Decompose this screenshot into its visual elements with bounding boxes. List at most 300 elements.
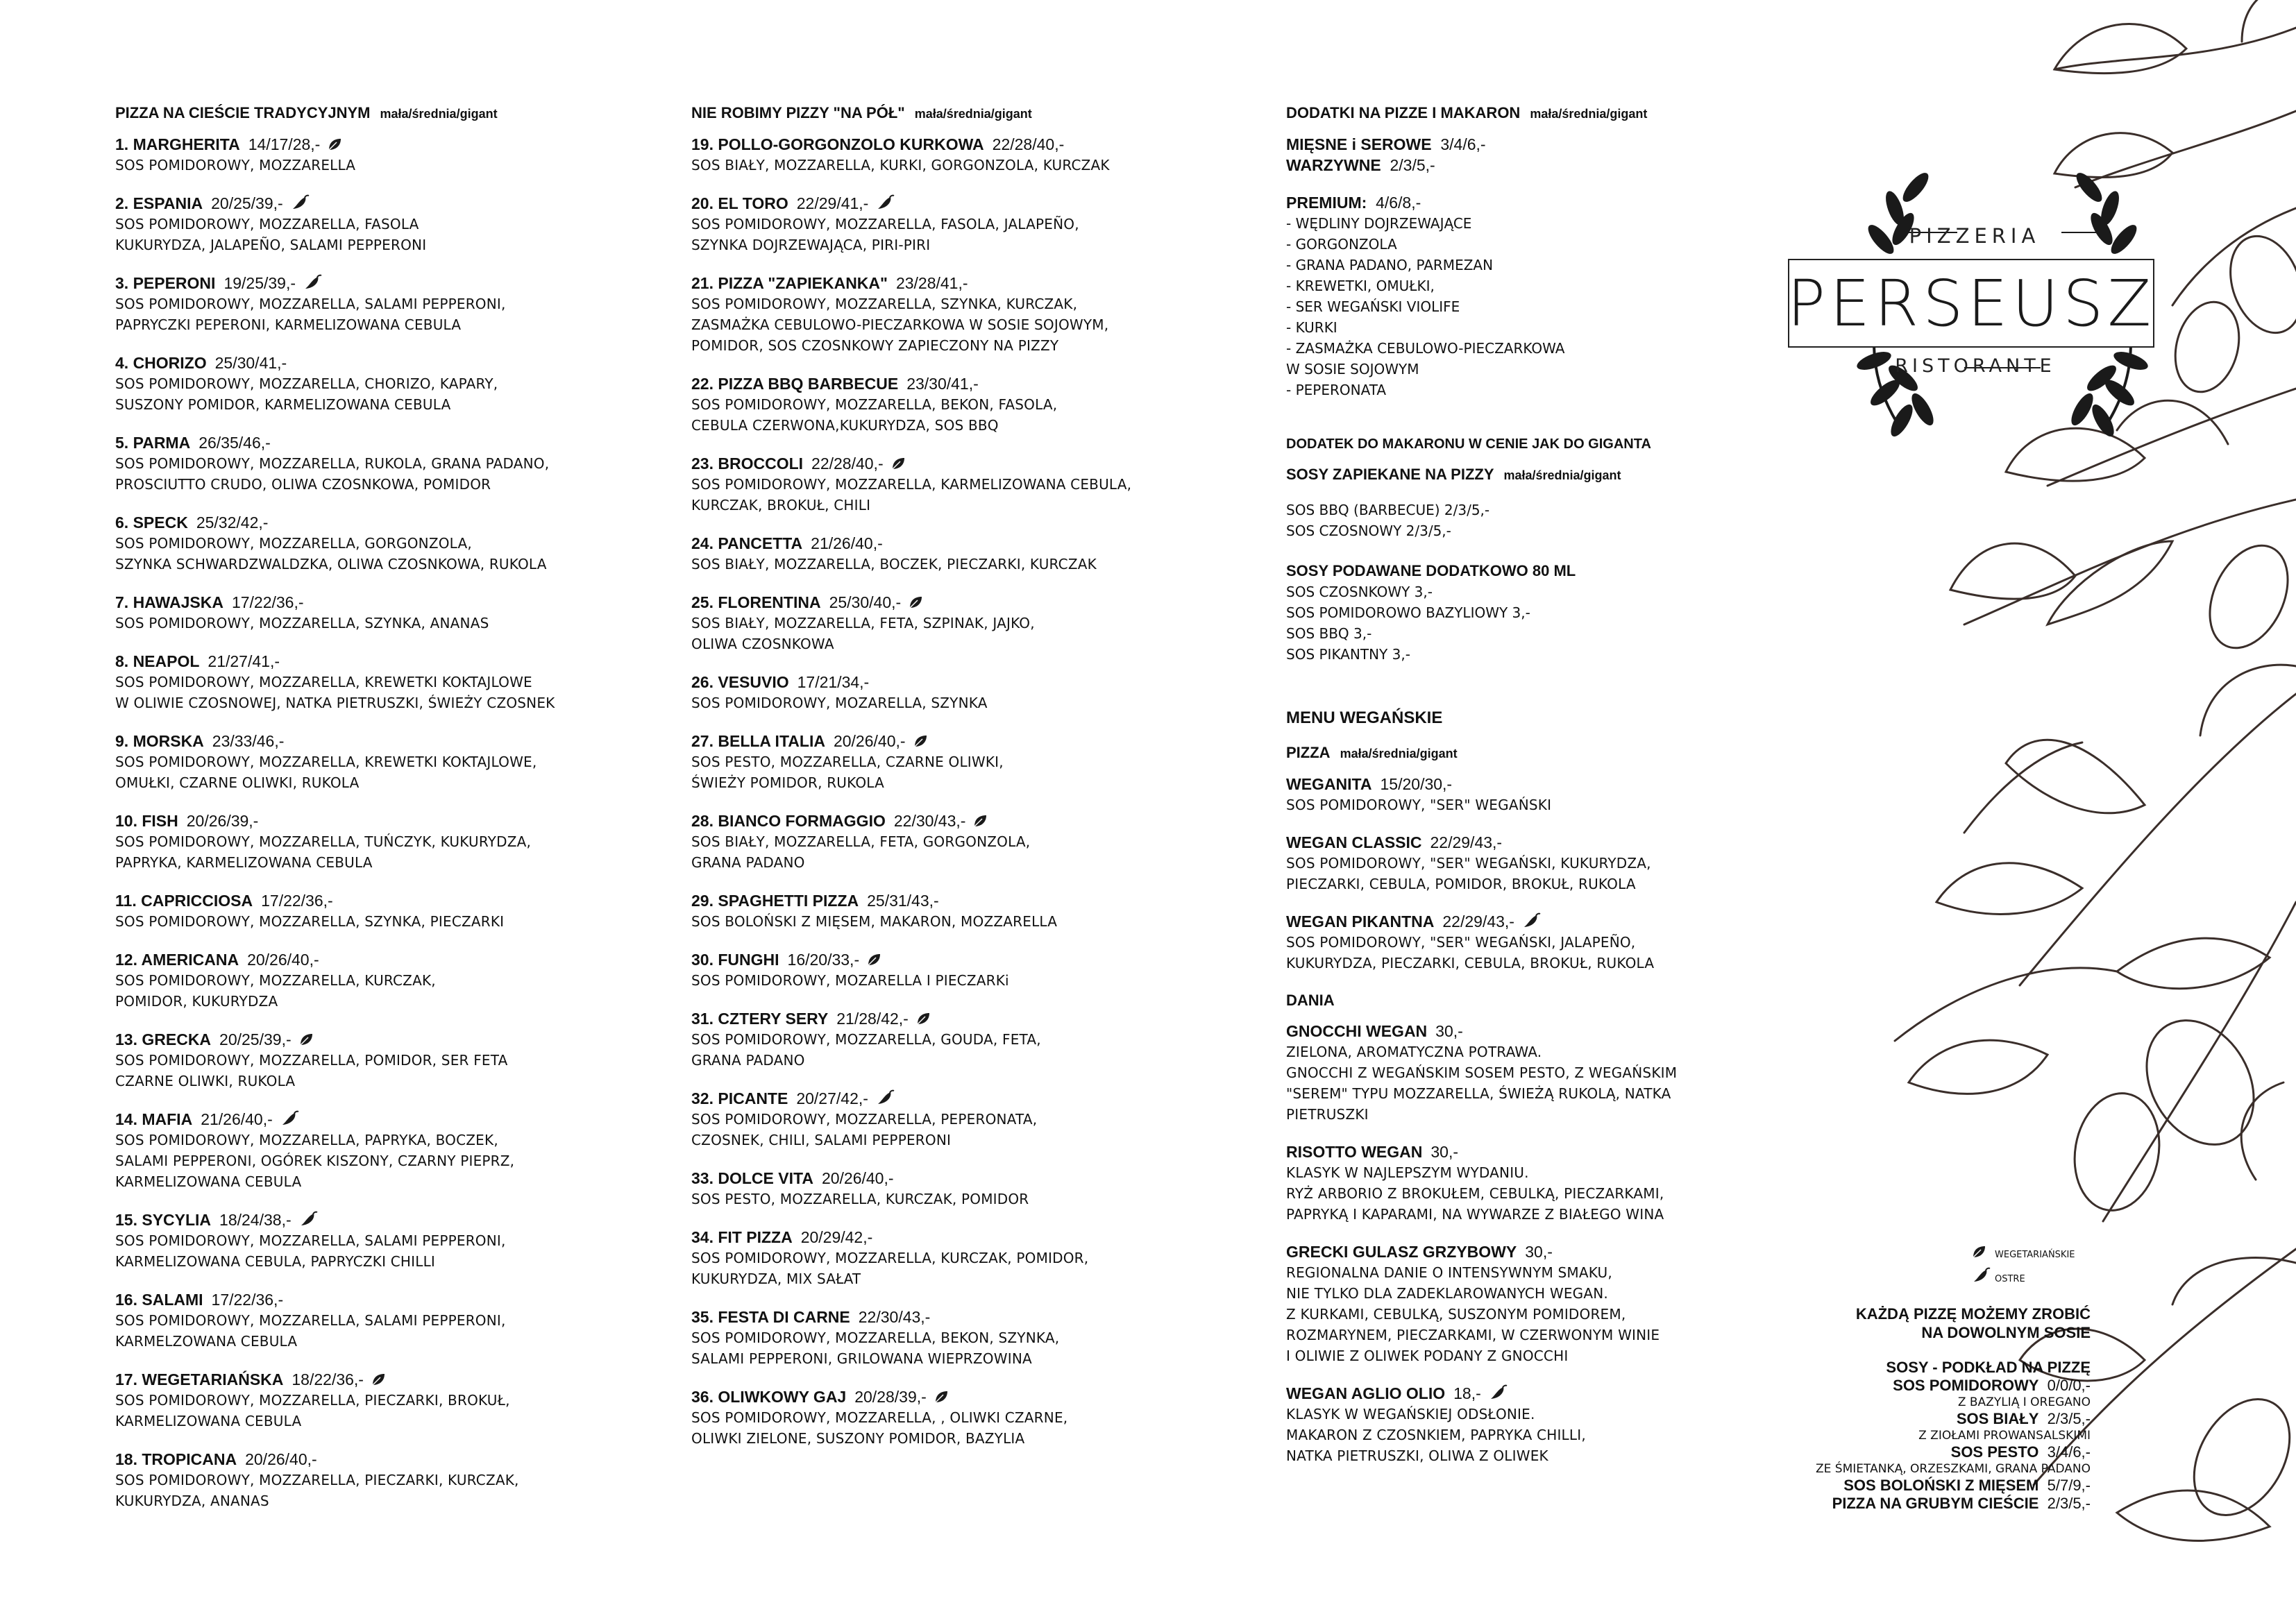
- menu-item: [115, 1289, 594, 1352]
- item-price: 22/29/43,-: [1442, 912, 1514, 931]
- item-head: [691, 949, 1170, 970]
- item-head: [115, 193, 594, 214]
- item-price: 30,-: [1430, 1143, 1458, 1161]
- item-head: [115, 890, 594, 911]
- sauce-base-box: [1721, 1305, 2091, 1513]
- item-description: KUKURYDZA, ANANAS: [115, 1493, 269, 1509]
- item-description: SOS POMIDOROWY, MOZZARELLA, SALAMI PEPPERONI,: [115, 296, 506, 312]
- item-head: [115, 352, 594, 373]
- item-price: 20/28/39,-: [854, 1388, 927, 1406]
- item-head: [691, 453, 1170, 474]
- item-description: SOS POMIDOROWY, MOZZARELLA, BEKON, FASOLA,: [691, 396, 1058, 413]
- item-head: [691, 134, 1170, 155]
- item-price: 17/22/36,-: [261, 892, 333, 910]
- item-head: [691, 273, 1170, 294]
- item-price: 20/25/39,-: [219, 1030, 292, 1048]
- logo-pizzeria: PIZZERIA: [1909, 224, 2041, 248]
- section-title-baked-sauces: SOSY ZAPIEKANE NA PIZZY mała/średnia/gigant: [1286, 466, 1621, 483]
- item-price: 20/26/40,-: [833, 732, 906, 750]
- item-price: 15/20/30,-: [1380, 775, 1453, 793]
- item-head: [115, 651, 594, 672]
- item-description: Z KURKAMI, CEBULKĄ, SUSZONYM POMIDOREM,: [1286, 1306, 1626, 1323]
- sauce-name: PIZZA NA GRUBYM CIEŚCIE: [1832, 1495, 2039, 1512]
- baked-sauce-list: [1286, 500, 1744, 541]
- item-head: [115, 731, 594, 751]
- item-head: [691, 672, 1170, 692]
- section-title-vegan: MENU WEGAŃSKIE: [1286, 708, 1443, 727]
- item-description: CEBULA CZERWONA,KUKURYDZA, SOS BBQ: [691, 417, 999, 434]
- menu-item: [115, 432, 594, 495]
- item-name: 26. VESUVIO: [691, 673, 789, 691]
- sauce-price: 0/0/0,-: [2047, 1377, 2091, 1394]
- list-line: SOS CZOSNOWY 2/3/5,-: [1286, 522, 1451, 539]
- item-head: [115, 134, 594, 155]
- item-description: KUKURYDZA, PIECZARKI, CEBULA, BROKUŁ, RUKOLA: [1286, 955, 1655, 971]
- menu-item: [115, 512, 594, 575]
- item-description: MAKARON Z CZOSNKIEM, PAPRYKA CHILLI,: [1286, 1427, 1586, 1443]
- item-name: 13. GRECKA: [115, 1030, 212, 1048]
- list-line: SOS BBQ 3,-: [1286, 625, 1372, 642]
- item-description: SOS POMIDOROWY, MOZZARELLA, KREWETKI KOKTAJLOWE,: [115, 754, 537, 770]
- item-name: WEGAN AGLIO OLIO: [1286, 1384, 1446, 1402]
- chili-icon: [303, 274, 322, 291]
- item-head: [691, 1008, 1170, 1029]
- item-price: 21/28/42,-: [836, 1010, 909, 1028]
- item-head: [115, 1029, 594, 1050]
- item-description: SOS POMIDOROWY, MOZZARELLA, CHORIZO, KAPARY,: [115, 375, 498, 392]
- section-title: PIZZA NA CIEŚCIE TRADYCYJNYM mała/średnia/gigant: [115, 104, 498, 121]
- list-line: SOS POMIDOROWO BAZYLIOWY 3,-: [1286, 604, 1530, 621]
- item-name: 22. PIZZA BBQ BARBECUE: [691, 375, 899, 393]
- section-title-vegan-pizza: PIZZA mała/średnia/gigant: [1286, 744, 1458, 761]
- menu-column-traditional: [115, 103, 594, 1529]
- list-line: - PEPERONATA: [1286, 382, 1387, 398]
- item-name: 36. OLIWKOWY GAJ: [691, 1388, 847, 1406]
- item-head: [115, 1449, 594, 1470]
- item-name: 33. DOLCE VITA: [691, 1169, 813, 1187]
- item-name: 12. AMERICANA: [115, 951, 239, 969]
- menu-item: [691, 810, 1170, 873]
- menu-item: [691, 1386, 1170, 1449]
- vegan-dishes-list: [1286, 1021, 1744, 1466]
- item-name: WEGANITA: [1286, 775, 1372, 793]
- menu-item: [115, 193, 594, 255]
- item-price: 18/24/38,-: [219, 1211, 292, 1229]
- item-name: 29. SPAGHETTI PIZZA: [691, 892, 859, 910]
- item-description: SOS POMIDOROWY, MOZZARELLA, RUKOLA, GRANA PADANO,: [115, 455, 550, 472]
- menu-item: [1286, 774, 1744, 815]
- chili-icon: [1521, 912, 1541, 929]
- chili-icon: [1971, 1267, 1991, 1284]
- item-head: [115, 432, 594, 453]
- item-description: SOS POMIDOROWY, MOZZARELLA, SALAMI PEPPERONI,: [115, 1312, 506, 1329]
- item-head: [115, 1369, 594, 1390]
- item-price: 20/25/39,-: [211, 194, 283, 212]
- item-name: WEGAN CLASSIC: [1286, 833, 1422, 851]
- item-name: 3. PEPERONI: [115, 274, 216, 292]
- item-description: SOS BIAŁY, MOZZARELLA, BOCZEK, PIECZARKI, KURCZAK: [691, 556, 1097, 572]
- item-description: SOS PESTO, MOZZARELLA, CZARNE OLIWKI,: [691, 754, 1004, 770]
- item-description: SALAMI PEPPERONI, OGÓREK KISZONY, CZARNY PIEPRZ,: [115, 1153, 515, 1169]
- item-name: 34. FIT PIZZA: [691, 1228, 793, 1246]
- item-price: 20/26/40,-: [821, 1169, 894, 1187]
- sauce-note: Z BAZYLIĄ I OREGANO: [1957, 1395, 2091, 1409]
- item-name: 35. FESTA DI CARNE: [691, 1308, 850, 1326]
- list-line: - WĘDLINY DOJRZEWAJĄCE: [1286, 215, 1472, 232]
- premium-list: [1286, 213, 1744, 400]
- item-name: 8. NEAPOL: [115, 652, 200, 670]
- item-price: 25/32/42,-: [196, 513, 269, 532]
- item-description: W OLIWIE CZOSNOWEJ, NATKA PIETRUSZKI, ŚWIEŻY CZOSNEK: [115, 695, 555, 711]
- item-price: 25/30/40,-: [829, 593, 902, 611]
- item-list: [115, 134, 594, 1511]
- item-description: GNOCCHI Z WEGAŃSKIM SOSEM PESTO, Z WEGAŃSKIM: [1286, 1064, 1678, 1081]
- item-description: SOS POMIDOROWY, MOZZARELLA, GORGONZOLA,: [115, 535, 472, 552]
- item-head: [691, 592, 1170, 613]
- item-price: 18,-: [1453, 1384, 1481, 1402]
- menu-item: [115, 949, 594, 1012]
- sauce-note: ZE ŚMIETANKĄ, ORZESZKAMI, GRANA PADANO: [1816, 1462, 2091, 1476]
- item-description: SOS POMIDOROWY, MOZZARELLA, SZYNKA, PIECZARKI: [115, 913, 505, 930]
- item-description: KARMELIZOWANA CEBULA: [115, 1173, 302, 1190]
- item-head: [691, 373, 1170, 394]
- item-description: PAPRYKA, KARMELIZOWANA CEBULA: [115, 854, 373, 871]
- list-line: SOS PIKANTNY 3,-: [1286, 646, 1410, 663]
- item-name: 21. PIZZA "ZAPIEKANKA": [691, 274, 888, 292]
- chili-icon: [875, 194, 895, 211]
- chili-icon: [290, 194, 310, 211]
- item-description: SZYNKA DOJRZEWAJĄCA, PIRI-PIRI: [691, 237, 931, 253]
- item-head: [691, 533, 1170, 554]
- item-price: 20/27/42,-: [796, 1089, 868, 1107]
- list-line: W SOSIE SOJOWYM: [1286, 361, 1419, 377]
- item-price: 18/22/36,-: [292, 1370, 364, 1388]
- item-price: 22/30/43,-: [893, 812, 966, 830]
- item-description: OMUŁKI, CZARNE OLIWKI, RUKOLA: [115, 774, 360, 791]
- item-description: PAPRYCZKI PEPERONI, KARMELIZOWANA CEBULA: [115, 316, 462, 333]
- item-description: SOS BIAŁY, MOZZARELLA, KURKI, GORGONZOLA, KURCZAK: [691, 157, 1110, 173]
- item-description: NIE TYLKO DLA ZADEKLAROWANYCH WEGAN.: [1286, 1285, 1608, 1302]
- item-price: 30,-: [1525, 1243, 1553, 1261]
- item-description: SOS POMIDOROWY, "SER" WEGAŃSKI, JALAPEÑO,: [1286, 934, 1636, 951]
- item-price: 17/21/34,-: [797, 673, 870, 691]
- item-description: SOS POMIDOROWY, MOZARELLA I PIECZARKi: [691, 972, 1009, 989]
- menu-item: [115, 352, 594, 415]
- item-price: 26/35/46,-: [199, 434, 271, 452]
- menu-item: [691, 949, 1170, 991]
- pasta-addon-note: DODATEK DO MAKARONU W CENIE JAK DO GIGANTA: [1286, 436, 1651, 452]
- item-description: RYŻ ARBORIO Z BROKUŁEM, CEBULKĄ, PIECZARKAMI,: [1286, 1185, 1664, 1202]
- chili-icon: [280, 1110, 299, 1127]
- item-head: [691, 193, 1170, 214]
- sauce-headline-1: KAŻDĄ PIZZĘ MOŻEMY ZROBIĆ: [1855, 1305, 2091, 1323]
- menu-item: [691, 1088, 1170, 1150]
- item-description: SOS POMIDOROWY, MOZZARELLA, KREWETKI KOKTAJLOWE: [115, 674, 532, 690]
- menu-item: [691, 193, 1170, 255]
- extra-sauce-list: [1286, 581, 1744, 665]
- item-description: I OLIWIE Z OLIWEK PODANY Z GNOCCHI: [1286, 1348, 1569, 1364]
- item-description: ROZMARYNEM, PIECZARKAMI, W CZERWONYM WINIE: [1286, 1327, 1660, 1343]
- item-description: SOS POMIDOROWY, MOZZARELLA, GOUDA, FETA,: [691, 1031, 1041, 1048]
- item-price: 16/20/33,-: [787, 951, 860, 969]
- item-head: [691, 1307, 1170, 1327]
- item-description: SOS POMIDOROWY, "SER" WEGAŃSKI, KUKURYDZA,: [1286, 855, 1651, 872]
- leaf-icon: [371, 1372, 386, 1387]
- item-head: [1286, 774, 1744, 794]
- item-price: 25/30/41,-: [214, 354, 287, 372]
- menu-item: [115, 1449, 594, 1511]
- menu-item: [115, 134, 594, 176]
- item-description: "SEREM" TYPU MOZZARELLA, ŚWIEŻĄ RUKOLĄ, NATKA: [1286, 1085, 1671, 1102]
- sauce-base-item: [1721, 1477, 2091, 1495]
- menu-item: [115, 731, 594, 793]
- chili-icon: [1488, 1384, 1508, 1401]
- leaf-icon: [327, 137, 342, 152]
- menu-item: [1286, 832, 1744, 894]
- item-description: SOS POMIDOROWY, MOZZARELLA, POMIDOR, SER FETA: [115, 1052, 508, 1069]
- item-name: 19. POLLO-GORGONZOLO KURKOWA: [691, 135, 984, 153]
- menu-item: [115, 273, 594, 335]
- item-description: GRANA PADANO: [691, 854, 805, 871]
- sauce-price: 5/7/9,-: [2047, 1477, 2091, 1494]
- item-description: KARMELIZOWANA CEBULA: [115, 1413, 302, 1429]
- item-name: GNOCCHI WEGAN: [1286, 1022, 1428, 1040]
- menu-item: [1286, 1241, 1744, 1366]
- list-line: - GORGONZOLA: [1286, 236, 1397, 253]
- item-price: 22/30/43,-: [858, 1308, 931, 1326]
- item-description: PROSCIUTTO CRUDO, OLIWA CZOSNKOWA, POMIDOR: [115, 476, 491, 493]
- item-description: KLASYK W NAJLEPSZYM WYDANIU.: [1286, 1164, 1529, 1181]
- item-description: ZASMAŻKA CEBULOWO-PIECZARKOWA W SOSIE SOJOWYM,: [691, 316, 1109, 333]
- item-name: 2. ESPANIA: [115, 194, 203, 212]
- item-price: 19/25/39,-: [223, 274, 296, 292]
- leaf-icon: [298, 1032, 314, 1047]
- sauce-name: SOS PESTO: [1950, 1443, 2039, 1461]
- item-description: SOS POMIDOROWY, MOZZARELLA, FASOLA, JALAPEÑO,: [691, 216, 1079, 232]
- logo-main: PERSEUSZ: [1788, 259, 2154, 348]
- item-price: 23/30/41,-: [906, 375, 979, 393]
- list-line: SOS BBQ (BARBECUE) 2/3/5,-: [1286, 502, 1490, 518]
- item-description: KARMELZOWANA CEBULA: [115, 1333, 298, 1350]
- item-description: SOS POMIDOROWY, MOZZARELLA, , OLIWKI CZARNE,: [691, 1409, 1068, 1426]
- menu-item: [691, 592, 1170, 654]
- item-price: 20/26/39,-: [186, 812, 259, 830]
- item-description: KUKURYDZA, JALAPEÑO, SALAMI PEPPERONI: [115, 237, 427, 253]
- item-price: 17/22/36,-: [231, 593, 304, 611]
- item-price: 14/17/28,-: [248, 135, 321, 153]
- item-name: 6. SPECK: [115, 513, 188, 532]
- item-description: POMIDOR, SOS CZOSNKOWY ZAPIECZONY NA PIZZY: [691, 337, 1059, 354]
- item-description: ŚWIEŻY POMIDOR, RUKOLA: [691, 774, 884, 791]
- menu-item: [691, 890, 1170, 932]
- item-price: 22/29/43,-: [1430, 833, 1503, 851]
- menu-item: [115, 651, 594, 713]
- item-price: 17/22/36,-: [211, 1291, 284, 1309]
- extra-meat-cheese: MIĘSNE i SEROWE 3/4/6,-: [1286, 135, 1486, 153]
- item-name: 16. SALAMI: [115, 1291, 203, 1309]
- menu-item: [691, 1307, 1170, 1369]
- item-head: [115, 1209, 594, 1230]
- item-description: SOS POMIDOROWY, "SER" WEGAŃSKI: [1286, 797, 1552, 813]
- item-price: 20/26/40,-: [245, 1450, 317, 1468]
- sauce-name: SOS POMIDOROWY: [1893, 1377, 2039, 1394]
- item-description: SOS POMIDOROWY, MOZZARELLA, KURCZAK, POMIDOR,: [691, 1250, 1089, 1266]
- item-name: 15. SYCYLIA: [115, 1211, 212, 1229]
- item-head: [691, 1168, 1170, 1189]
- menu-item: [1286, 911, 1744, 974]
- menu-item: [1286, 1021, 1744, 1125]
- item-name: 32. PICANTE: [691, 1089, 788, 1107]
- item-description: SOS POMIDOROWY, MOZZARELLA, KURCZAK,: [115, 972, 436, 989]
- item-head: [691, 810, 1170, 831]
- sauce-base-list: [1721, 1377, 2091, 1513]
- legend-hot: OSTRE: [1971, 1267, 2110, 1291]
- menu-item: [691, 672, 1170, 713]
- item-price: 22/28/40,-: [992, 135, 1065, 153]
- leaf-icon: [915, 1011, 931, 1026]
- item-price: 20/29/42,-: [800, 1228, 873, 1246]
- item-description: KARMELIZOWANA CEBULA, PAPRYCZKI CHILLI: [115, 1253, 436, 1270]
- menu-column-extras: [1286, 103, 1744, 1483]
- item-head: [115, 1109, 594, 1130]
- leaf-icon: [866, 952, 881, 967]
- menu-item: [691, 373, 1170, 436]
- item-name: 17. WEGETARIAŃSKA: [115, 1370, 284, 1388]
- item-head: [1286, 1141, 1744, 1162]
- sauce-base-item: [1721, 1410, 2091, 1428]
- sauce-price: 2/3/5,-: [2047, 1410, 2091, 1427]
- legend: [1971, 1243, 2110, 1291]
- leaf-icon: [913, 733, 928, 749]
- menu-item: [115, 1109, 594, 1192]
- item-head: [115, 810, 594, 831]
- item-description: SOS POMIDOROWY, MOZARELLA, SZYNKA: [691, 695, 988, 711]
- menu-item: [691, 134, 1170, 176]
- item-price: 21/26/40,-: [201, 1110, 273, 1128]
- item-description: OLIWA CZOSNKOWA: [691, 636, 834, 652]
- item-description: REGIONALNA DANIE O INTENSYWNYM SMAKU,: [1286, 1264, 1612, 1281]
- extra-premium: PREMIUM: 4/6/8,-: [1286, 194, 1421, 212]
- item-description: KURCZAK, BROKUŁ, CHILI: [691, 497, 871, 513]
- item-name: 11. CAPRICCIOSA: [115, 892, 253, 910]
- item-price: 23/28/41,-: [895, 274, 968, 292]
- leaf-icon: [908, 595, 923, 610]
- item-description: ZIELONA, AROMATYCZNA POTRAWA.: [1286, 1044, 1542, 1060]
- list-line: - KURKI: [1286, 319, 1337, 336]
- item-description: SALAMI PEPPERONI, GRILOWANA WIEPRZOWINA: [691, 1350, 1032, 1367]
- sauce-base-title: SOSY - PODKŁAD NA PIZZĘ: [1886, 1359, 2091, 1376]
- logo-ristorante: RISTORANTE: [1895, 355, 2056, 377]
- menu-item: [115, 810, 594, 873]
- item-name: 28. BIANCO FORMAGGIO: [691, 812, 886, 830]
- sauce-price: 2/3/5,-: [2047, 1495, 2091, 1512]
- item-description: KLASYK W WEGAŃSKIEJ ODSŁONIE.: [1286, 1406, 1535, 1422]
- list-line: - SER WEGAŃSKI VIOLIFE: [1286, 298, 1460, 315]
- item-description: SOS POMIDOROWY, MOZZARELLA, SZYNKA, ANANAS: [115, 615, 489, 631]
- item-head: [691, 731, 1170, 751]
- menu-item: [115, 890, 594, 932]
- item-description: SOS BIAŁY, MOZZARELLA, FETA, SZPINAK, JAJKO,: [691, 615, 1035, 631]
- item-head: [115, 949, 594, 970]
- item-description: KUKURYDZA, MIX SAŁAT: [691, 1271, 861, 1287]
- sauce-price: 3/4/6,-: [2047, 1443, 2091, 1461]
- item-description: SOS POMIDOROWY, MOZZARELLA, BEKON, SZYNKA,: [691, 1329, 1060, 1346]
- item-head: [1286, 1021, 1744, 1042]
- sauce-note: Z ZIOŁAMI PROWANSALSKIMI: [1918, 1429, 2091, 1443]
- item-name: 7. HAWAJSKA: [115, 593, 223, 611]
- sauce-name: SOS BOLOŃSKI Z MIĘSEM: [1843, 1477, 2039, 1494]
- item-head: [691, 1386, 1170, 1407]
- item-head: [691, 1088, 1170, 1109]
- list-line: - KREWETKI, OMUŁKI,: [1286, 278, 1435, 294]
- leaf-icon: [934, 1389, 949, 1404]
- menu-item: [1286, 1383, 1744, 1466]
- menu-item: [691, 731, 1170, 793]
- section-title-dodatki: DODATKI NA PIZZE I MAKARON mała/średnia/gigant: [1286, 104, 1648, 121]
- menu-item: [115, 1029, 594, 1091]
- item-name: 10. FISH: [115, 812, 178, 830]
- list-line: SOS CZOSNKOWY 3,-: [1286, 584, 1433, 600]
- item-description: SOS POMIDOROWY, MOZZARELLA: [115, 157, 356, 173]
- item-name: 31. CZTERY SERY: [691, 1010, 829, 1028]
- item-name: WEGAN PIKANTNA: [1286, 912, 1435, 931]
- menu-item: [115, 592, 594, 634]
- menu-item: [691, 273, 1170, 356]
- item-description: PIETRUSZKI: [1286, 1106, 1369, 1123]
- menu-item: [691, 453, 1170, 516]
- item-price: 21/27/41,-: [208, 652, 280, 670]
- item-name: 20. EL TORO: [691, 194, 788, 212]
- list-line: - ZASMAŻKA CEBULOWO-PIECZARKOWA: [1286, 340, 1565, 357]
- item-price: 21/26/40,-: [811, 534, 883, 552]
- menu-item: [691, 533, 1170, 575]
- item-name: 25. FLORENTINA: [691, 593, 821, 611]
- item-description: POMIDOR, KUKURYDZA: [115, 993, 278, 1010]
- item-name: 24. PANCETTA: [691, 534, 803, 552]
- sauce-name: SOS BIAŁY: [1956, 1410, 2039, 1427]
- item-description: OLIWKI ZIELONE, SUSZONY POMIDOR, BAZYLIA: [691, 1430, 1025, 1447]
- section-title-extra-sauces: SOSY PODAWANE DODATKOWO 80 ML: [1286, 562, 1576, 579]
- item-head: [115, 592, 594, 613]
- item-head: [115, 273, 594, 294]
- item-description: SOS POMIDOROWY, MOZZARELLA, PEPERONATA,: [691, 1111, 1038, 1128]
- item-head: [1286, 911, 1744, 932]
- leaf-icon: [890, 456, 906, 471]
- item-description: SOS BOLOŃSKI Z MIĘSEM, MAKARON, MOZZARELLA: [691, 913, 1058, 930]
- legend-veg: WEGETARIAŃSKIE: [1971, 1243, 2110, 1267]
- item-price: 20/26/40,-: [247, 951, 319, 969]
- chili-icon: [875, 1089, 895, 1106]
- section-title: NIE ROBIMY PIZZY "NA PÓŁ" mała/średnia/gigant: [691, 104, 1032, 121]
- item-description: SUSZONY POMIDOR, KARMELIZOWANA CEBULA: [115, 396, 451, 413]
- sauce-base-item: [1721, 1377, 2091, 1395]
- item-description: SOS POMIDOROWY, MOZZARELLA, TUŃCZYK, KUKURYDZA,: [115, 833, 532, 850]
- item-description: SOS POMIDOROWY, MOZZARELLA, PAPRYKA, BOCZEK,: [115, 1132, 498, 1148]
- item-description: SOS POMIDOROWY, MOZZARELLA, PIECZARKI, KURCZAK,: [115, 1472, 519, 1488]
- item-price: 25/31/43,-: [867, 892, 939, 910]
- item-name: 4. CHORIZO: [115, 354, 207, 372]
- item-name: 14. MAFIA: [115, 1110, 193, 1128]
- item-name: 23. BROCCOLI: [691, 454, 804, 473]
- item-description: SOS POMIDOROWY, MOZZARELLA, KARMELIZOWANA CEBULA,: [691, 476, 1132, 493]
- list-line: - GRANA PADANO, PARMEZAN: [1286, 257, 1494, 273]
- item-description: CZARNE OLIWKI, RUKOLA: [115, 1073, 296, 1089]
- chili-icon: [298, 1211, 318, 1227]
- item-description: SOS POMIDOROWY, MOZZARELLA, SZYNKA, KURCZAK,: [691, 296, 1078, 312]
- sauce-headline-2: NA DOWOLNYM SOSIE: [1921, 1324, 2091, 1341]
- vegan-pizza-list: [1286, 774, 1744, 974]
- item-name: 27. BELLA ITALIA: [691, 732, 825, 750]
